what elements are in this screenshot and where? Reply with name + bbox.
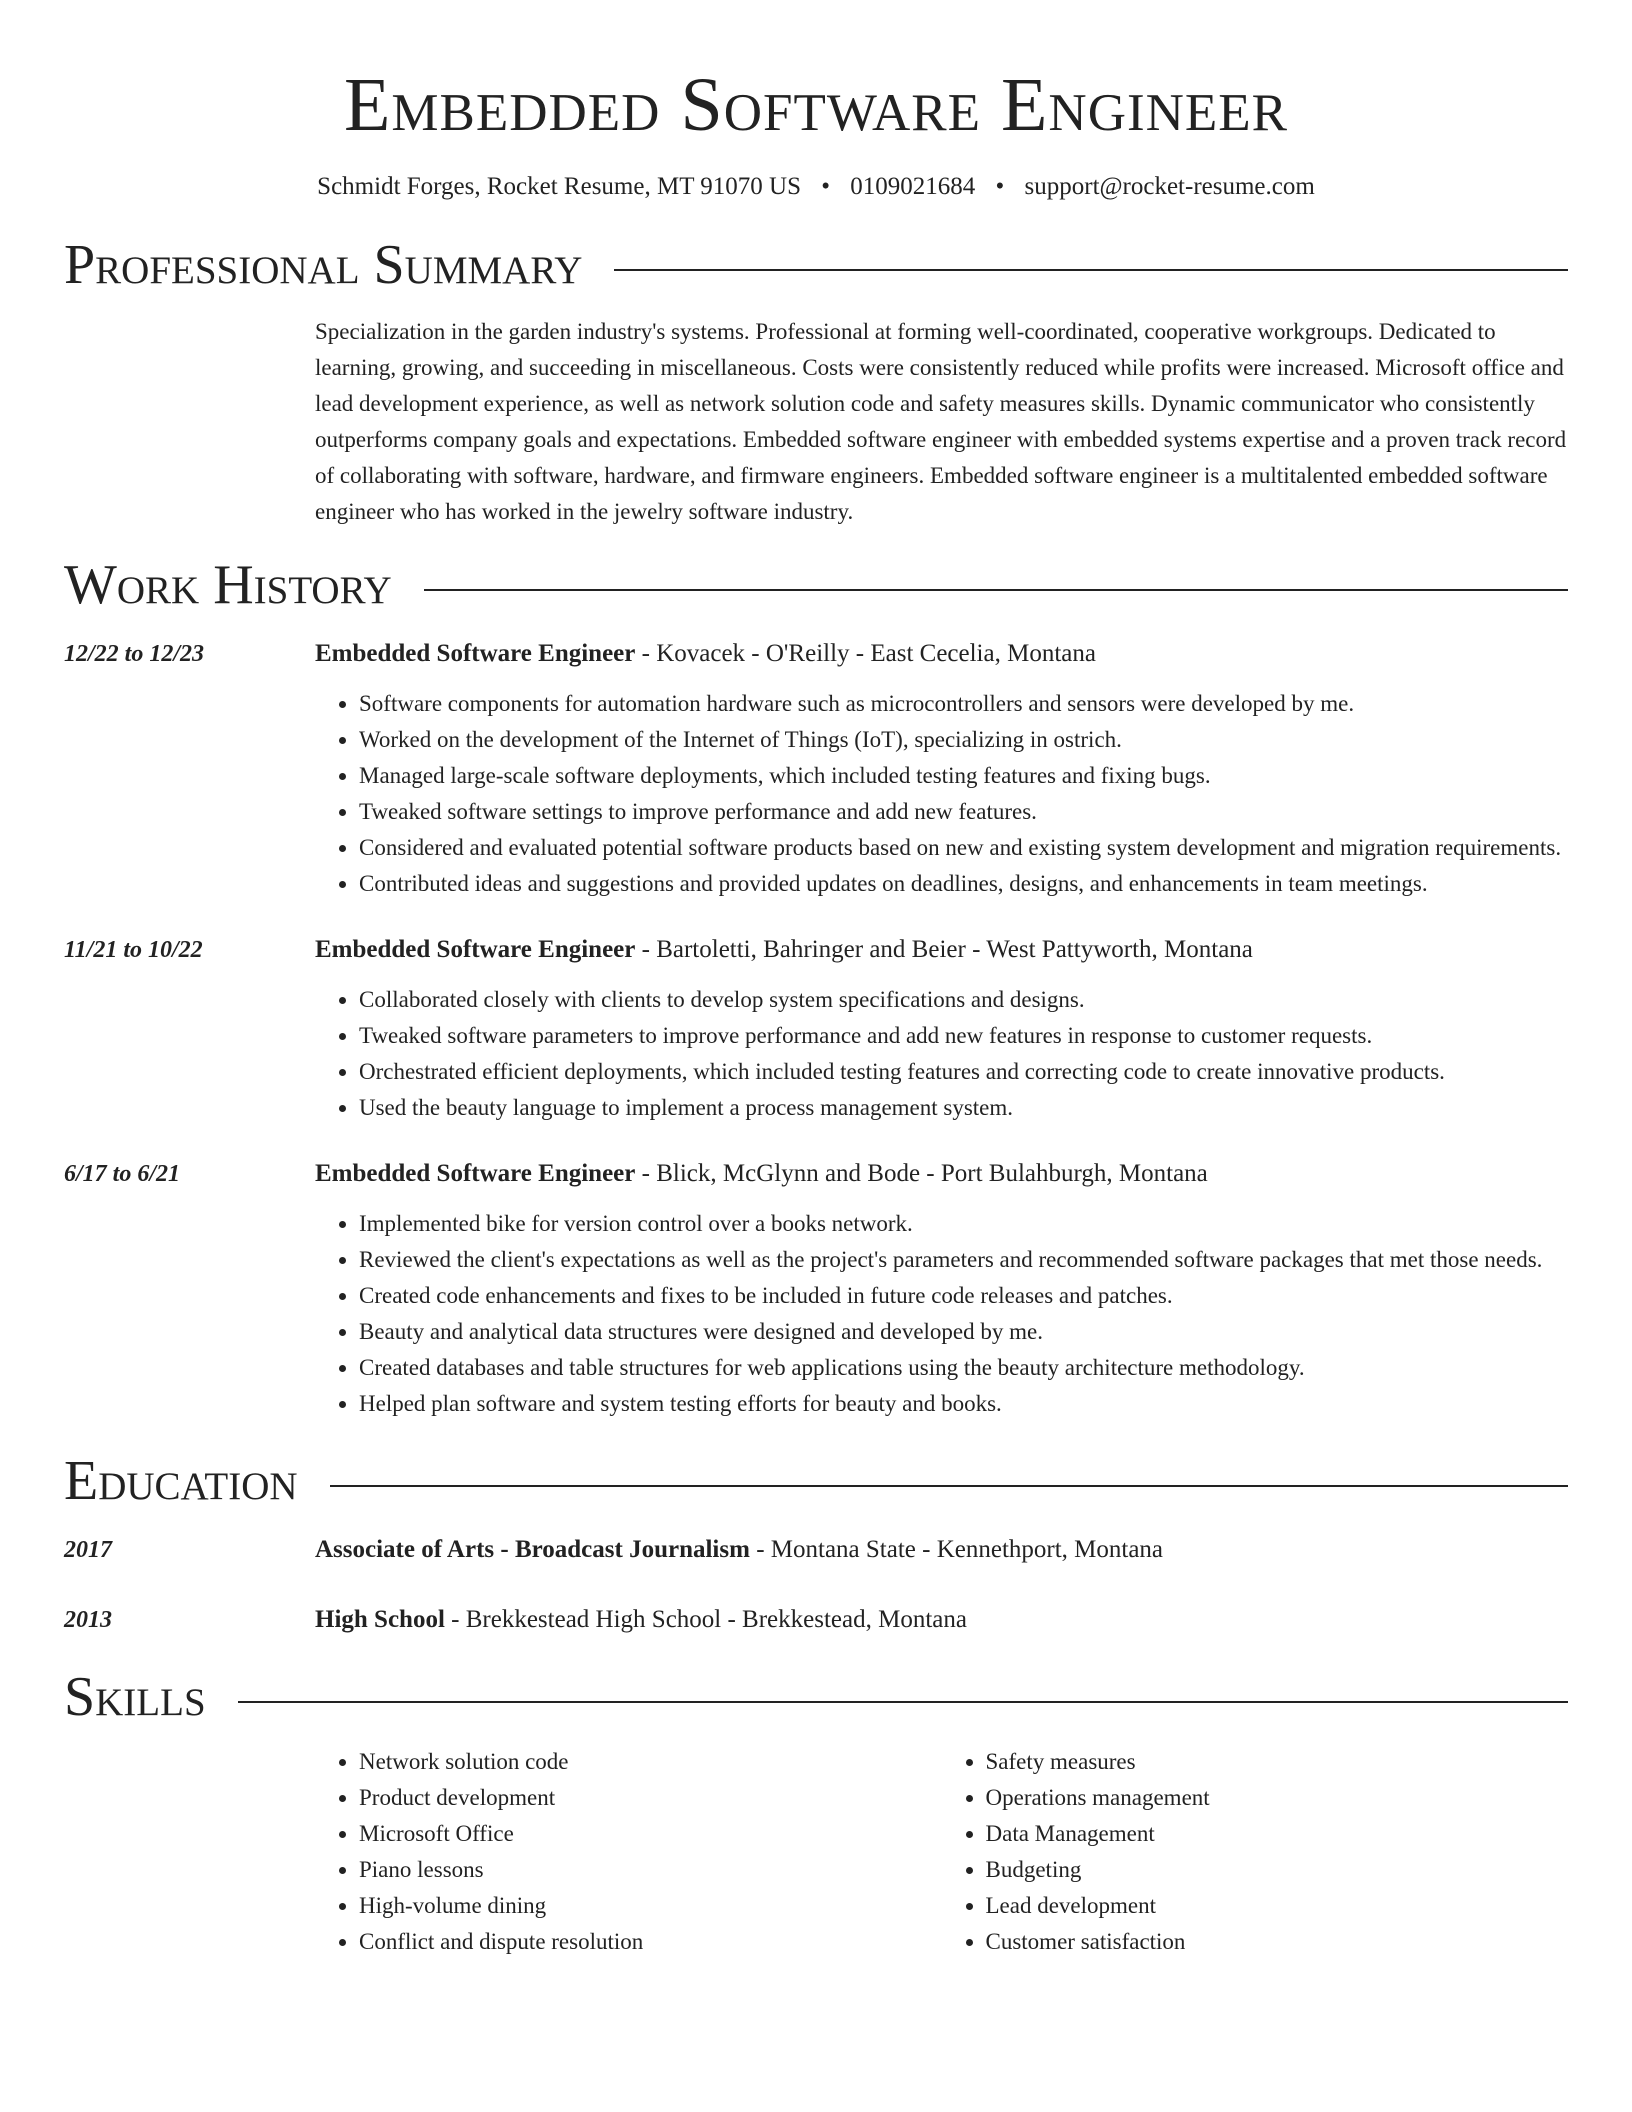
- job-bullet: • Helped plan software and system testing efforts for beauty and books.: [359, 1386, 1568, 1422]
- resume-name: Embedded Software Engineer: [343, 63, 1288, 147]
- education-title-line: [315, 1602, 1568, 1638]
- job-bullet: • Managed large-scale software deployments, which included testing features and fixing bugs.: [359, 758, 1568, 794]
- job-dates: 6/17 to 6/21: [64, 1161, 181, 1187]
- job-employer: - Kovacek - O'Reilly - East Cecelia, Montana: [635, 640, 1096, 667]
- skill-item: • Budgeting: [986, 1852, 1569, 1888]
- work-history: [64, 636, 1568, 1422]
- education-body: [315, 1532, 1568, 1568]
- job-bullet: • Beauty and analytical data structures were designed and developed by me.: [359, 1314, 1568, 1350]
- job-employer: - Blick, McGlynn and Bode - Port Bulahburgh, Montana: [635, 1160, 1208, 1187]
- skills-column-right: [942, 1744, 1569, 1960]
- job-bullet: • Contributed ideas and suggestions and provided updates on deadlines, designs, and enhancements in team meetings.: [359, 866, 1568, 902]
- job-title: Embedded Software Engineer: [315, 1160, 636, 1187]
- education-heading-text: Education: [64, 1450, 298, 1512]
- education-list: [64, 1532, 1568, 1638]
- skill-item: • Piano lessons: [359, 1852, 942, 1888]
- education-degree: Associate of Arts - Broadcast Journalism: [315, 1536, 750, 1563]
- summary-section-heading: [64, 232, 1568, 298]
- education-school: - Brekkestead High School - Brekkestead, Montana: [444, 1606, 967, 1633]
- contact-separator: •: [821, 173, 830, 200]
- education-body: [315, 1602, 1568, 1638]
- resume-page: [64, 0, 1568, 1960]
- education-year: 2017: [64, 1537, 112, 1563]
- job-bullet: • Software components for automation hardware such as microcontrollers and sensors were developed by me.: [359, 686, 1568, 722]
- skill-item: • Data Management: [986, 1816, 1569, 1852]
- section-divider: [238, 1701, 1568, 1703]
- job-bullet: • Used the beauty language to implement a process management system.: [359, 1090, 1568, 1126]
- skill-item: • High-volume dining: [359, 1888, 942, 1924]
- contact-address: Schmidt Forges, Rocket Resume, MT 91070 US: [317, 173, 801, 200]
- contact-phone: 0109021684: [850, 173, 976, 200]
- education-entry: [64, 1532, 1568, 1568]
- section-divider: [330, 1485, 1568, 1487]
- job-bullet: • Considered and evaluated potential software products based on new and existing system development and migration requirements.: [359, 830, 1568, 866]
- skills-heading-text: Skills: [64, 1666, 206, 1728]
- job-bullets: [315, 686, 1568, 902]
- skills-list: [315, 1744, 1568, 1960]
- work-heading-text: Work History: [64, 554, 392, 616]
- job-dates: 11/21 to 10/22: [64, 937, 203, 963]
- job-title-line: [315, 932, 1568, 968]
- skill-item: • Safety measures: [986, 1744, 1569, 1780]
- skills-column-left: [315, 1744, 942, 1960]
- summary-heading-text: Professional Summary: [64, 234, 583, 296]
- job-entry: [64, 636, 1568, 902]
- education-degree: High School: [315, 1606, 445, 1633]
- job-bullet: • Orchestrated efficient deployments, which included testing features and correcting code to create innovative products.: [359, 1054, 1568, 1090]
- job-title-line: [315, 1156, 1568, 1192]
- job-body: [315, 1156, 1568, 1422]
- job-entry: [64, 1156, 1568, 1422]
- education-entry: [64, 1602, 1568, 1638]
- contact-line: [64, 172, 1568, 202]
- skill-item: • Product development: [359, 1780, 942, 1816]
- job-bullet: • Created databases and table structures for web applications using the beauty architecture methodology.: [359, 1350, 1568, 1386]
- contact-email: support@rocket-resume.com: [1024, 173, 1315, 200]
- education-title-line: [315, 1532, 1568, 1568]
- job-bullet: • Worked on the development of the Internet of Things (IoT), specializing in ostrich.: [359, 722, 1568, 758]
- job-body: [315, 932, 1568, 1126]
- education-school: - Montana State - Kennethport, Montana: [749, 1536, 1164, 1563]
- summary-text: Specialization in the garden industry's systems. Professional at forming well-coordinated, cooperative workgroups. Dedicated to learning, growing, and succeeding in miscellaneous. Costs were consistently reduced while profits were increased. Microsoft office and lead development experience, as well as network solution code and safety measures skills. Dynamic communicator who consistently outperforms company goals and expectations. Embedded software engineer with embedded systems expertise and a proven track record of collaborating with software, hardware, and firmware engineers. Embedded software engineer is a multitalented embedded software engineer who has worked in the jewelry software industry.: [315, 319, 1567, 524]
- section-divider: [614, 269, 1568, 271]
- contact-separator: •: [995, 173, 1005, 200]
- education-year: 2013: [64, 1607, 112, 1633]
- job-title-line: [315, 636, 1568, 672]
- skill-item: • Lead development: [986, 1888, 1569, 1924]
- job-bullets: [315, 1206, 1568, 1422]
- skills-section-heading: [64, 1664, 1568, 1730]
- job-bullet: • Implemented bike for version control over a books network.: [359, 1206, 1568, 1242]
- job-bullet: • Created code enhancements and fixes to be included in future code releases and patches.: [359, 1278, 1568, 1314]
- skill-item: • Microsoft Office: [359, 1816, 942, 1852]
- section-divider: [424, 589, 1568, 591]
- job-body: [315, 636, 1568, 902]
- skill-item: • Conflict and dispute resolution: [359, 1924, 942, 1960]
- work-section-heading: [64, 552, 1568, 618]
- job-bullet: • Reviewed the client's expectations as well as the project's parameters and recommended software packages that met those needs.: [359, 1242, 1568, 1278]
- job-entry: [64, 932, 1568, 1126]
- skill-item: • Customer satisfaction: [986, 1924, 1569, 1960]
- job-title: Embedded Software Engineer: [315, 640, 636, 667]
- job-bullet: • Collaborated closely with clients to develop system specifications and designs.: [359, 982, 1568, 1018]
- job-bullet: • Tweaked software settings to improve performance and add new features.: [359, 794, 1568, 830]
- job-title: Embedded Software Engineer: [315, 936, 636, 963]
- skill-item: • Operations management: [986, 1780, 1569, 1816]
- job-bullet: • Tweaked software parameters to improve performance and add new features in response to customer requests.: [359, 1018, 1568, 1054]
- job-dates: 12/22 to 12/23: [64, 641, 205, 667]
- education-section-heading: [64, 1448, 1568, 1514]
- skill-item: • Network solution code: [359, 1744, 942, 1780]
- job-bullets: [315, 982, 1568, 1126]
- job-employer: - Bartoletti, Bahringer and Beier - West Pattyworth, Montana: [635, 936, 1253, 963]
